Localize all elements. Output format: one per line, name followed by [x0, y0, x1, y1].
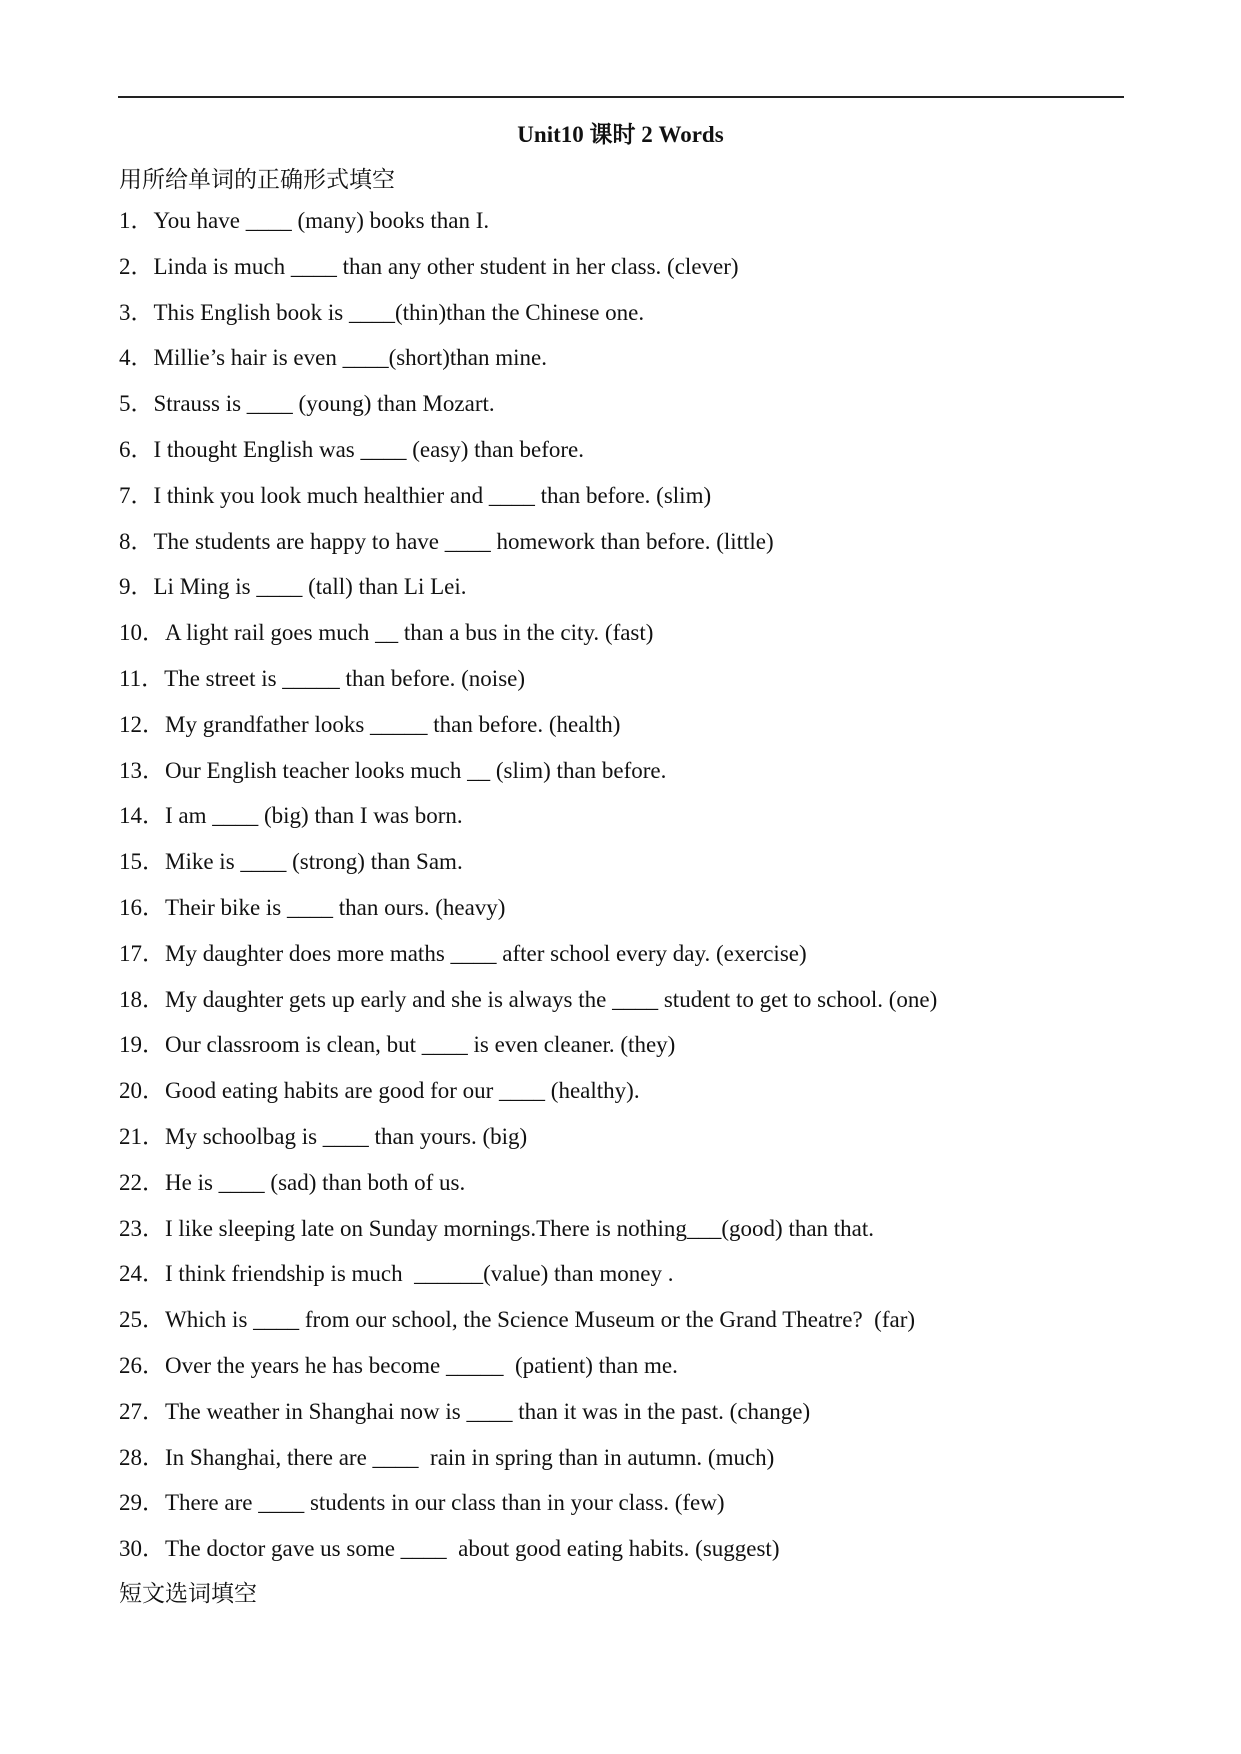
question-text: Over the years he has become _____ (patient) than me. [165, 1352, 678, 1378]
question-number: 4． [119, 345, 154, 371]
question-text: My grandfather looks _____ than before. (health) [165, 711, 621, 737]
question-text: The street is _____ than before. (noise) [164, 665, 526, 691]
question-number: 14． [119, 803, 165, 829]
question-number: 16． [119, 894, 165, 920]
question-text: Their bike is ____ than ours. (heavy) [165, 894, 506, 920]
question-item [119, 1257, 937, 1303]
question-item [119, 570, 937, 616]
question-item [119, 479, 937, 525]
question-number: 9． [119, 574, 154, 600]
question-item [119, 754, 937, 800]
question-text: My daughter does more maths ____ after school every day. (exercise) [165, 940, 807, 966]
question-number: 20． [119, 1078, 165, 1104]
question-number: 13． [119, 757, 165, 783]
question-text: In Shanghai, there are ____ rain in spring than in autumn. (much) [165, 1444, 775, 1470]
question-text: A light rail goes much __ than a bus in the city. (fast) [165, 620, 654, 646]
question-number: 29． [119, 1490, 165, 1516]
question-number: 12． [119, 711, 165, 737]
question-text: The weather in Shanghai now is ____ than it was in the past. (change) [165, 1398, 811, 1424]
question-number: 25． [119, 1307, 165, 1333]
question-number: 23． [119, 1215, 165, 1241]
question-item [119, 250, 937, 296]
question-number: 2． [119, 253, 154, 279]
header-rule [118, 96, 1124, 98]
question-item [119, 204, 937, 250]
question-item [119, 1166, 937, 1212]
question-number: 24． [119, 1261, 165, 1287]
question-text: I think you look much healthier and ____ than before. (slim) [153, 482, 712, 508]
question-list [119, 204, 937, 1578]
question-number: 19． [119, 1032, 165, 1058]
question-item [119, 1532, 937, 1578]
question-number: 22． [119, 1169, 165, 1195]
question-item [119, 799, 937, 845]
question-item [119, 1120, 937, 1166]
question-text: Millie’s hair is even ____(short)than mine. [153, 345, 547, 371]
question-text: Strauss is ____ (young) than Mozart. [153, 391, 495, 417]
question-text: Mike is ____ (strong) than Sam. [165, 849, 463, 875]
question-number: 7． [119, 482, 154, 508]
question-text: Our classroom is clean, but ____ is even cleaner. (they) [165, 1032, 676, 1058]
question-item [119, 1395, 937, 1441]
question-number: 18． [119, 986, 165, 1012]
question-item [119, 1441, 937, 1487]
question-text: There are ____ students in our class than in your class. (few) [165, 1490, 725, 1516]
question-item [119, 845, 937, 891]
question-text: Linda is much ____ than any other student in her class. (clever) [153, 253, 739, 279]
question-item [119, 983, 937, 1029]
question-number: 5． [119, 391, 154, 417]
section-heading-fill-in: 用所给单词的正确形式填空 [119, 167, 395, 193]
question-text: You have ____ (many) books than I. [153, 208, 490, 233]
question-number: 26． [119, 1352, 165, 1378]
question-number: 27． [119, 1398, 165, 1424]
question-number: 8． [119, 528, 154, 554]
question-item [119, 1349, 937, 1395]
question-number: 1． [119, 208, 154, 233]
question-item [119, 937, 937, 983]
question-item [119, 662, 937, 708]
question-number: 11． [119, 665, 165, 691]
question-text: I like sleeping late on Sunday mornings.There is nothing___(good) than that. [165, 1215, 875, 1241]
question-text: Good eating habits are good for our ____ (healthy). [165, 1078, 640, 1104]
question-item [119, 296, 937, 342]
question-number: 3． [119, 299, 154, 325]
question-number: 30． [119, 1536, 165, 1562]
question-item [119, 525, 937, 571]
question-item [119, 708, 937, 754]
question-number: 28． [119, 1444, 165, 1470]
question-text: The students are happy to have ____ homework than before. (little) [153, 528, 774, 554]
question-item [119, 387, 937, 433]
question-text: He is ____ (sad) than both of us. [165, 1169, 466, 1195]
question-item [119, 1074, 937, 1120]
question-number: 17． [119, 940, 165, 966]
question-item [119, 433, 937, 479]
question-text: I think friendship is much ______(value) than money . [165, 1261, 674, 1287]
question-text: My daughter gets up early and she is always the ____ student to get to school. (one) [165, 986, 938, 1012]
question-number: 21． [119, 1123, 165, 1149]
question-text: Our English teacher looks much __ (slim) than before. [165, 757, 667, 783]
question-text: Li Ming is ____ (tall) than Li Lei. [153, 574, 467, 600]
question-text: The doctor gave us some ____ about good eating habits. (suggest) [165, 1536, 780, 1562]
question-item [119, 341, 937, 387]
document-title: Unit10 课时 2 Words [517, 122, 724, 147]
question-text: My schoolbag is ____ than yours. (big) [165, 1123, 528, 1149]
question-item [119, 891, 937, 937]
question-number: 6． [119, 436, 154, 462]
question-item [119, 1212, 937, 1258]
question-item [119, 616, 937, 662]
question-text: This English book is ____(thin)than the Chinese one. [153, 299, 645, 325]
question-number: 10． [119, 620, 165, 646]
question-text: I thought English was ____ (easy) than before. [153, 436, 585, 462]
question-text: I am ____ (big) than I was born. [165, 803, 463, 829]
question-item [119, 1303, 937, 1349]
question-item [119, 1028, 937, 1074]
question-number: 15． [119, 849, 165, 875]
question-item [119, 1486, 937, 1532]
question-text: Which is ____ from our school, the Science Museum or the Grand Theatre? (far) [165, 1307, 916, 1333]
section-heading-passage-fill: 短文选词填空 [119, 1581, 257, 1607]
